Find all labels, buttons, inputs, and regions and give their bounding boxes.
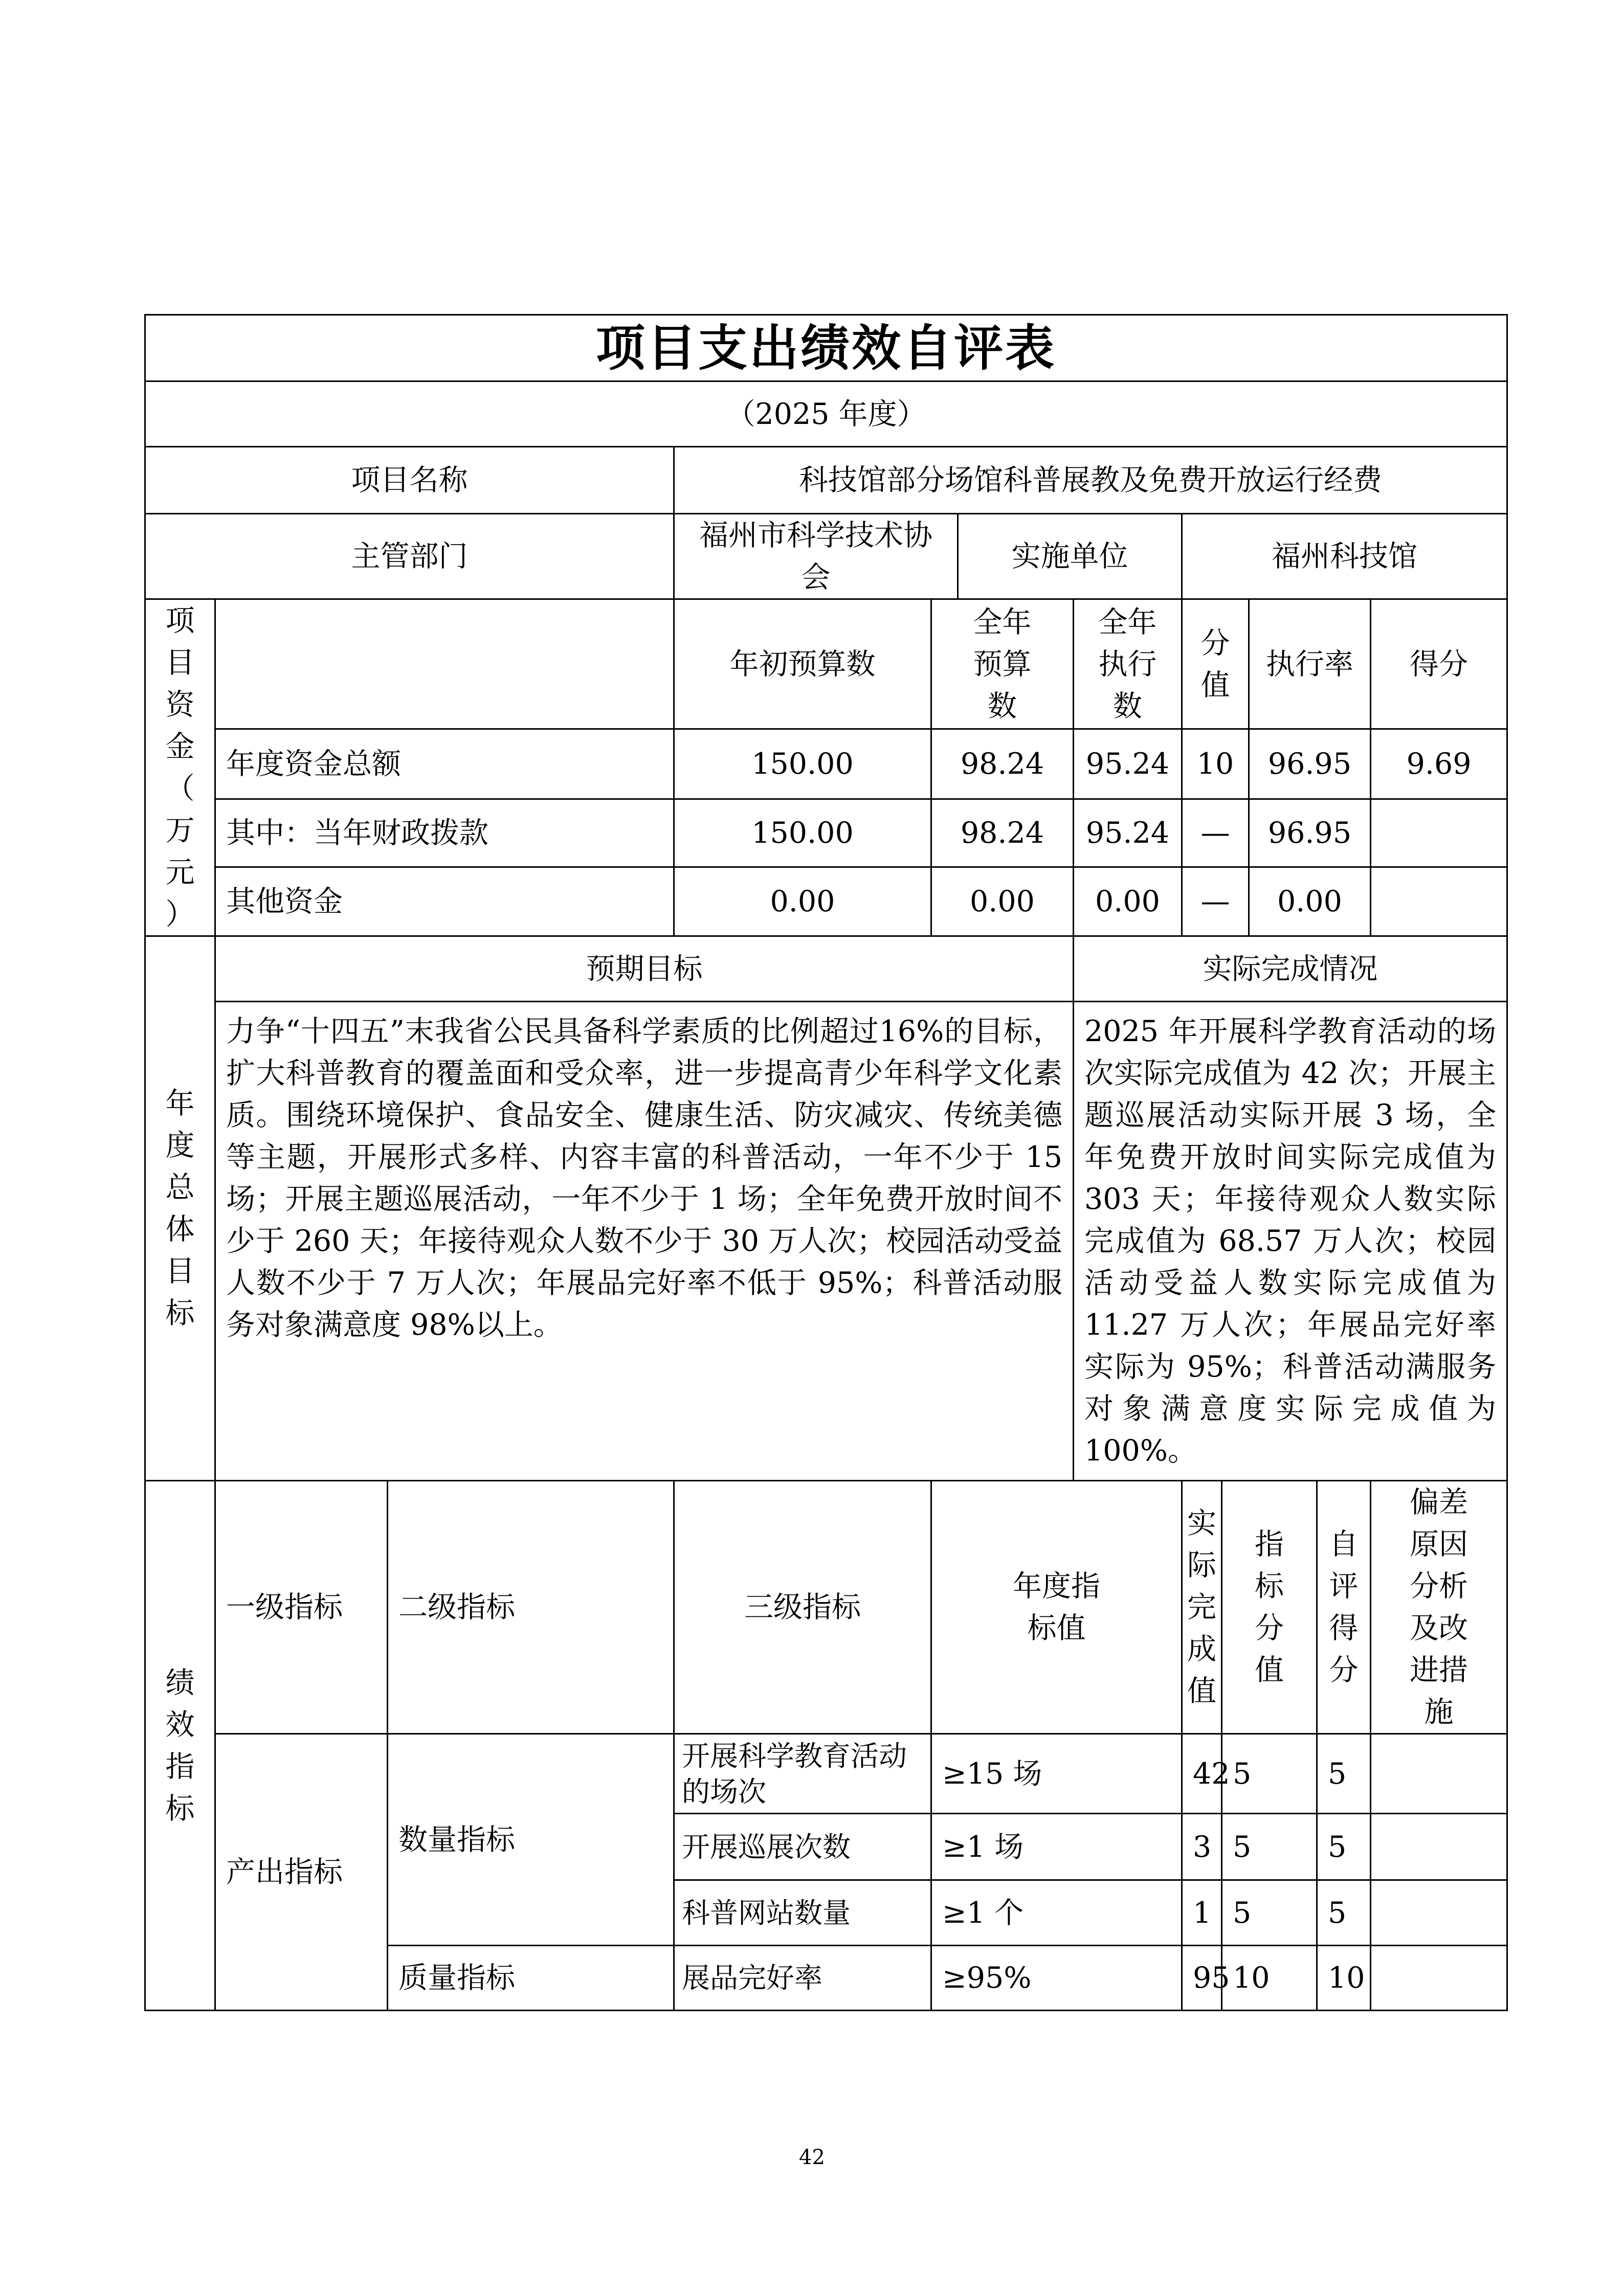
performance-self-evaluation-table (144, 314, 1508, 2011)
funds-initial: 0.00 (674, 867, 931, 936)
funds-row-label: 年度资金总额 (215, 729, 674, 799)
header-actual-value: 实际 完成 值 (1182, 1481, 1222, 1734)
indicator-target: ≥1 个 (931, 1880, 1182, 1946)
header-annual-budget: 全年 预算 数 (931, 599, 1074, 729)
indicator-weight: 10 (1222, 1946, 1317, 2011)
indicator-score: 5 (1317, 1880, 1371, 1946)
funds-initial: 150.00 (674, 799, 931, 867)
header-score: 得分 (1371, 599, 1507, 729)
fiscal-year: （2025 年度） (145, 381, 1507, 447)
funds-value: — (1182, 867, 1249, 936)
header-level3: 三级指标 (674, 1481, 931, 1734)
expected-goal-text: 力争“十四五”末我省公民具备科学素质的比例超过16%的目标，扩大科普教育的覆盖面和受众率，进一步提高青少年科学文化素质。围绕环境保护、食品安全、健康生活、防灾减灾、传统美德等主题，开展形式多样、内容丰富的科普活动，一年不少于 15 场；开展主题巡展活动，一年不少于 1 场；全年免费开放时间不少于 260 天；年接待观众人数不少于 30 万人次；校园活动受益人数不少于 7 万人次；年展品完好率不低于 95%；科普活动服务对象满意度 98%以上。 (215, 1002, 1074, 1481)
header-exec-rate: 执行率 (1249, 599, 1371, 729)
funds-annual: 98.24 (931, 729, 1074, 799)
perf-section-label: 绩 效 指 标 (145, 1481, 215, 2011)
indicator-target: ≥1 场 (931, 1814, 1182, 1880)
funds-annual: 98.24 (931, 799, 1074, 867)
indicator-deviation (1371, 1814, 1507, 1880)
header-weight: 指 标 分 值 (1222, 1481, 1317, 1734)
funds-rate: 96.95 (1249, 729, 1371, 799)
funds-initial: 150.00 (674, 729, 931, 799)
funds-rate: 96.95 (1249, 799, 1371, 867)
indicator-weight: 5 (1222, 1814, 1317, 1880)
funds-row-label: 其中：当年财政拨款 (215, 799, 674, 867)
actual-completion-header: 实际完成情况 (1074, 936, 1507, 1002)
funds-score: 9.69 (1371, 729, 1507, 799)
dept-label: 主管部门 (145, 514, 674, 599)
funds-exec: 95.24 (1074, 799, 1182, 867)
indicator-deviation (1371, 1946, 1507, 2011)
funds-score (1371, 867, 1507, 936)
goals-section-label: 年 度 总 体 目 标 (145, 936, 215, 1481)
funds-row-label: 其他资金 (215, 867, 674, 936)
indicator-deviation (1371, 1880, 1507, 1946)
funds-value: 10 (1182, 729, 1249, 799)
indicator-actual: 1 (1182, 1880, 1222, 1946)
funds-annual: 0.00 (931, 867, 1074, 936)
quality-indicator-label: 质量指标 (388, 1946, 674, 2011)
header-score-value: 分值 (1182, 599, 1249, 729)
indicator-name: 科普网站数量 (674, 1880, 931, 1946)
header-initial-budget: 年初预算数 (674, 599, 931, 729)
header-annual-exec: 全年 执行 数 (1074, 599, 1182, 729)
indicator-weight: 5 (1222, 1734, 1317, 1814)
indicator-actual: 42 (1182, 1734, 1222, 1814)
document-title: 项目支出绩效自评表 (145, 315, 1507, 381)
funds-rate: 0.00 (1249, 867, 1371, 936)
impl-label: 实施单位 (958, 514, 1182, 599)
indicator-actual: 3 (1182, 1814, 1222, 1880)
output-indicator-label: 产出指标 (215, 1734, 388, 2011)
funds-header-blank (215, 599, 674, 729)
funds-exec: 95.24 (1074, 729, 1182, 799)
page-number: 42 (799, 2146, 825, 2169)
expected-goal-header: 预期目标 (215, 936, 1074, 1002)
indicator-deviation (1371, 1734, 1507, 1814)
indicator-score: 10 (1317, 1946, 1371, 2011)
funds-section-label: 项 目 资 金 （ 万 元 ） (145, 599, 215, 936)
funds-row-other (145, 867, 1507, 936)
impl-value: 福州科技馆 (1182, 514, 1507, 599)
indicator-name: 开展科学教育活动的场次 (674, 1734, 931, 1814)
indicator-target: ≥15 场 (931, 1734, 1182, 1814)
project-name-value: 科技馆部分场馆科普展教及免费开放运行经费 (674, 447, 1507, 514)
indicator-weight: 5 (1222, 1880, 1317, 1946)
actual-completion-text: 2025 年开展科学教育活动的场次实际完成值为 42 次；开展主题巡展活动实际开展 3 场，全年免费开放时间实际完成值为 303 天；年接待观众人数实际完成值为 68.57 万人次；校园活动受益人数实际完成值为 11.27 万人次；年展品完好率实际为 95%；科普活动满服务对象满意度实际完成值为 100%。 (1074, 1002, 1507, 1481)
funds-exec: 0.00 (1074, 867, 1182, 936)
header-level1: 一级指标 (215, 1481, 388, 1734)
indicator-row (145, 1734, 1507, 1814)
header-annual-target: 年度指 标值 (931, 1481, 1182, 1734)
quantity-indicator-label: 数量指标 (388, 1734, 674, 1946)
project-name-label: 项目名称 (145, 447, 674, 514)
funds-row-fiscal (145, 799, 1507, 867)
indicator-name: 开展巡展次数 (674, 1814, 931, 1880)
indicator-actual: 95 (1182, 1946, 1222, 2011)
funds-score (1371, 799, 1507, 867)
indicator-name: 展品完好率 (674, 1946, 931, 2011)
funds-value: — (1182, 799, 1249, 867)
header-level2: 二级指标 (388, 1481, 674, 1734)
indicator-score: 5 (1317, 1734, 1371, 1814)
header-self-score: 自 评 得 分 (1317, 1481, 1371, 1734)
header-deviation: 偏差 原因 分析 及改 进措 施 (1371, 1481, 1507, 1734)
indicator-score: 5 (1317, 1814, 1371, 1880)
indicator-target: ≥95% (931, 1946, 1182, 2011)
funds-row-total (145, 729, 1507, 799)
dept-value: 福州市科学技术协会 (674, 514, 958, 599)
